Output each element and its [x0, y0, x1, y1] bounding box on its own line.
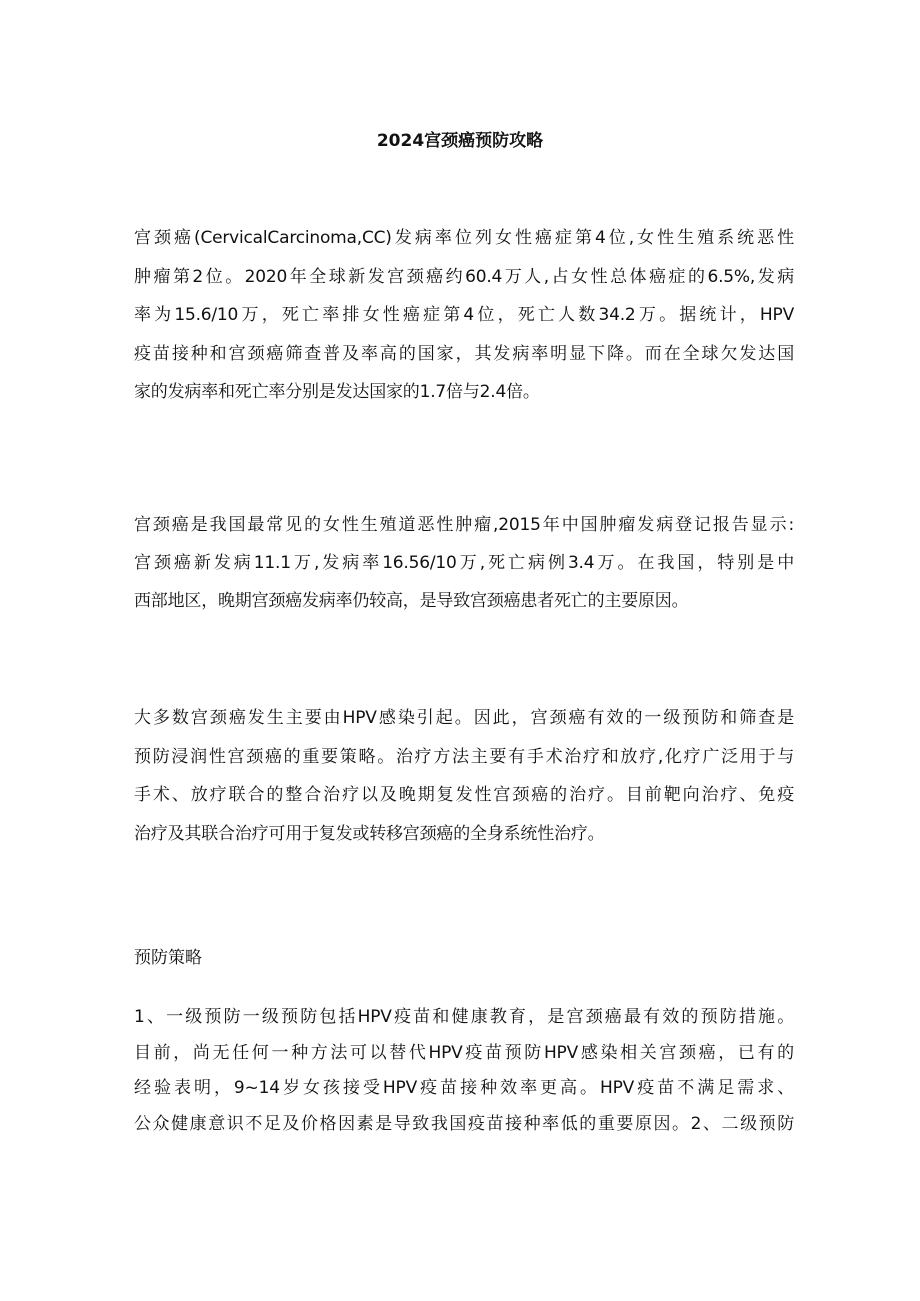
paragraph-line: 疫苗接种和宫颈癌筛查普及率高的国家，其发病率明显下降。而在全球欠发达国: [134, 343, 794, 364]
document-title: 2024宫颈癌预防攻略: [376, 131, 544, 151]
paragraph-china-statistics: [134, 506, 794, 620]
paragraph-line: 预防浸润性宫颈癌的重要策略。治疗方法主要有手术治疗和放疗,化疗广泛用于与: [134, 746, 794, 767]
paragraph-line: 宫颈癌(CervicalCarcinoma,CC)发病率位列女性癌症第4位,女性生殖系统恶性: [134, 228, 794, 248]
paragraph-line: 经验表明，9~14岁女孩接受HPV疫苗接种效率更高。HPV疫苗不满足需求、: [134, 1078, 794, 1098]
paragraph-line: 家的发病率和死亡率分别是发达国家的1.7倍与2.4倍。: [134, 382, 540, 402]
paragraph-line: 目前，尚无任何一种方法可以替代HPV疫苗预防HPV感染相关宫颈癌，已有的: [134, 1042, 794, 1063]
paragraph-line: 手术、放疗联合的整合治疗以及晚期复发性宫颈癌的治疗。目前靶向治疗、免疫: [134, 785, 794, 805]
paragraph-intro: [134, 219, 794, 412]
paragraph-treatment: [134, 699, 794, 853]
paragraph-line: 宫颈癌新发病11.1万,发病率16.56/10万,死亡病例3.4万。在我国，特别是中: [134, 553, 794, 573]
paragraph-line: 1、一级预防一级预防包括HPV疫苗和健康教育，是宫颈癌最有效的预防措施。: [134, 1007, 794, 1027]
paragraph-line: 公众健康意识不足及价格因素是导致我国疫苗接种率低的重要原因。2、二级预防: [134, 1113, 794, 1134]
paragraph-line: 率为15.6/10万，死亡率排女性癌症第4位，死亡人数34.2万。据统计，HPV: [134, 305, 794, 325]
paragraph-line: 治疗及其联合治疗可用于复发或转移宫颈癌的全身系统性治疗。: [134, 823, 605, 844]
paragraph-line: 肿瘤第2位。2020年全球新发宫颈癌约60.4万人,占女性总体癌症的6.5%,发病: [134, 266, 794, 287]
section-heading: 预防策略: [134, 948, 202, 968]
paragraph-line: 西部地区，晚期宫颈癌发病率仍较高，是导致宫颈癌患者死亡的主要原因。: [134, 591, 689, 611]
paragraph-line: 宫颈癌是我国最常见的女性生殖道恶性肿瘤,2015年中国肿瘤发病登记报告显示:: [134, 515, 794, 535]
paragraph-prevention: [134, 1000, 794, 1142]
paragraph-line: 大多数宫颈癌发生主要由HPV感染引起。因此，宫颈癌有效的一级预防和筛查是: [134, 708, 794, 728]
